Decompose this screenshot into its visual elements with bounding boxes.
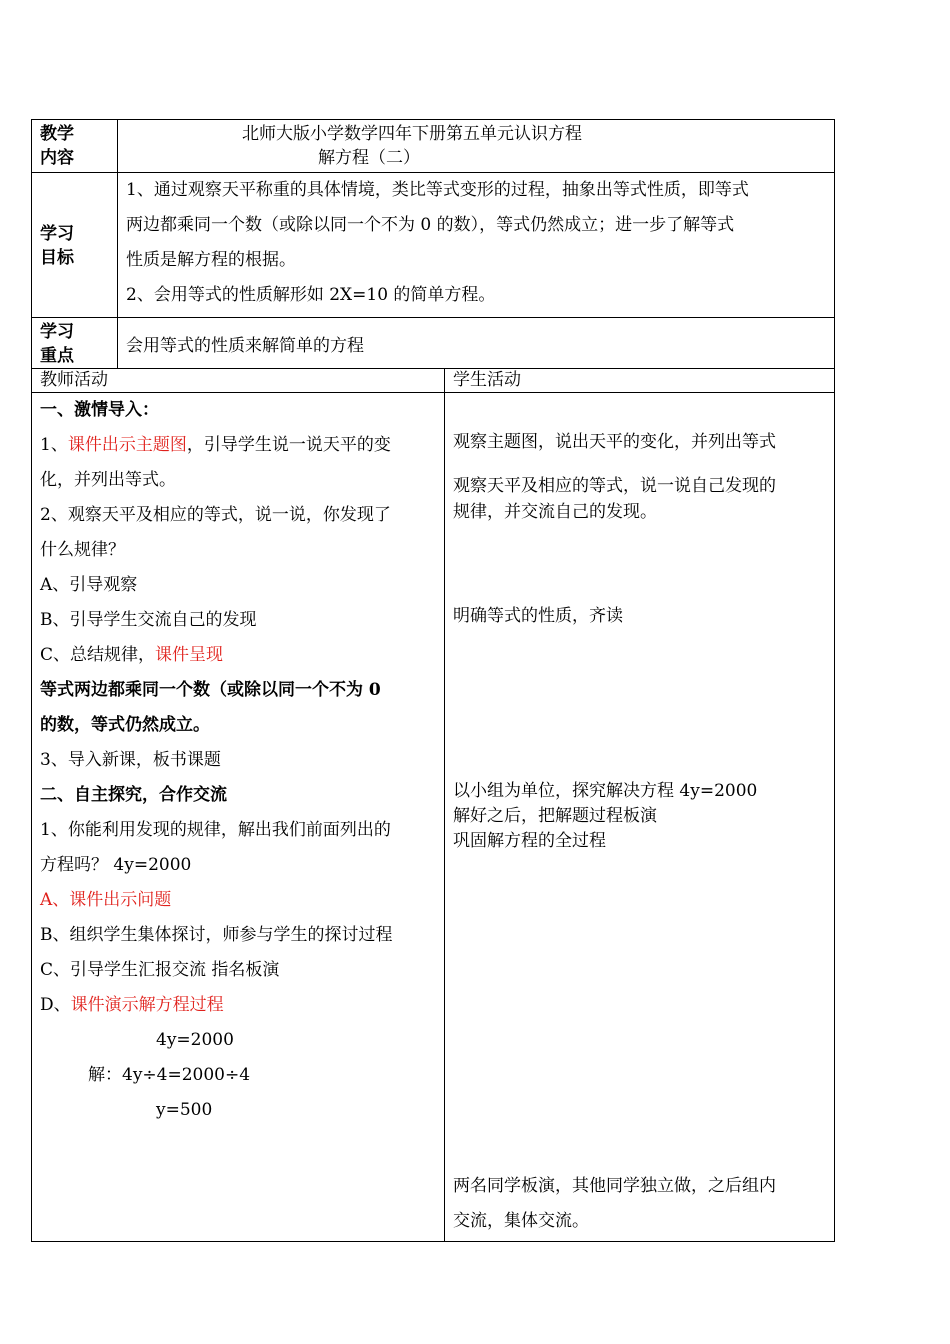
equation-line: 4y=2000 [156,1030,234,1050]
teacher-activity-header: 教师活动 [32,369,445,393]
equation-line: y=500 [156,1100,213,1120]
lesson-plan-table [31,119,835,1242]
teacher-line: 什么规律？ [40,540,125,560]
key-points-label: 学习 重点 [32,318,118,369]
student-line: 明确等式的性质，齐读 [453,606,623,626]
goals-content [118,173,835,318]
teacher-line: 1、你能利用发现的规律，解出我们前面列出的 [40,820,391,840]
teacher-line: D、课件演示解方程过程 [40,995,224,1015]
goals-row [32,173,835,318]
student-activities [445,393,835,1242]
courseware-highlight: 课件呈现 [155,645,224,665]
key-points-content: 会用等式的性质来解简单的方程 [118,318,835,369]
student-line: 两名同学板演，其他同学独立做，之后组内 交流，集体交流。 [453,1176,776,1231]
section-1-title: 一、激情导入： [40,400,159,420]
teacher-activities [32,393,445,1242]
content-label: 教学 内容 [32,120,118,173]
content-title [118,120,835,173]
courseware-highlight: 课件出示主题图 [67,435,187,455]
student-activity-header: 学生活动 [445,369,835,393]
courseware-highlight: A、课件出示问题 [40,890,172,910]
goal-line: 1、通过观察天平称重的具体情境，类比等式变形的过程，抽象出等式性质，即等式 [126,180,749,200]
courseware-highlight: 课件演示解方程过程 [70,995,224,1015]
activity-header-row [32,369,835,393]
student-line: 以小组为单位，探究解决方程 4y=2000 解好之后，把解题过程板演 巩固解方程的全过程 [453,781,758,851]
teacher-line: A、引导观察 [40,575,138,595]
teacher-line: 2、观察天平及相应的等式，说一说，你发现了 [40,505,391,525]
goal-line: 两边都乘同一个数（或除以同一个不为 0 的数），等式仍然成立；进一步了解等式 [126,215,735,235]
title-line-2: 解方程（二） [318,148,420,168]
section-2-title: 二、自主探究，合作交流 [40,785,227,805]
teacher-line: C、总结规律，课件呈现 [40,645,224,665]
equation-property-line: 的数，等式仍然成立。 [40,715,210,735]
goals-label: 学习 目标 [32,173,118,318]
goal-line: 2、会用等式的性质解形如 2X=10 的简单方程。 [126,285,496,305]
student-line: 观察天平及相应的等式，说一说自己发现的 规律，并交流自己的发现。 [453,476,776,522]
goal-line: 性质是解方程的根据。 [126,250,296,270]
equation-line: 解：4y÷4=2000÷4 [88,1065,251,1085]
activity-body-row [32,393,835,1242]
student-line: 观察主题图，说出天平的变化，并列出等式 [453,432,776,452]
title-line-1: 北师大版小学数学四年下册第五单元认识方程 [242,124,582,144]
teacher-line: B、引导学生交流自己的发现 [40,610,257,630]
teacher-line: 方程吗？ 4y=2000 [40,855,192,875]
lesson-plan-document [31,119,834,1242]
teacher-line: 化，并列出等式。 [40,470,176,490]
content-row [32,120,835,173]
teacher-line: B、组织学生集体探讨，师参与学生的探讨过程 [40,925,393,945]
teacher-line: 3、导入新课，板书课题 [40,750,221,770]
key-points-row [32,318,835,369]
teacher-line: 1、课件出示主题图，引导学生说一说天平的变 [40,435,391,455]
teacher-line: C、引导学生汇报交流 指名板演 [40,960,280,980]
equation-property-line: 等式两边都乘同一个数（或除以同一个不为 0 [40,680,381,700]
